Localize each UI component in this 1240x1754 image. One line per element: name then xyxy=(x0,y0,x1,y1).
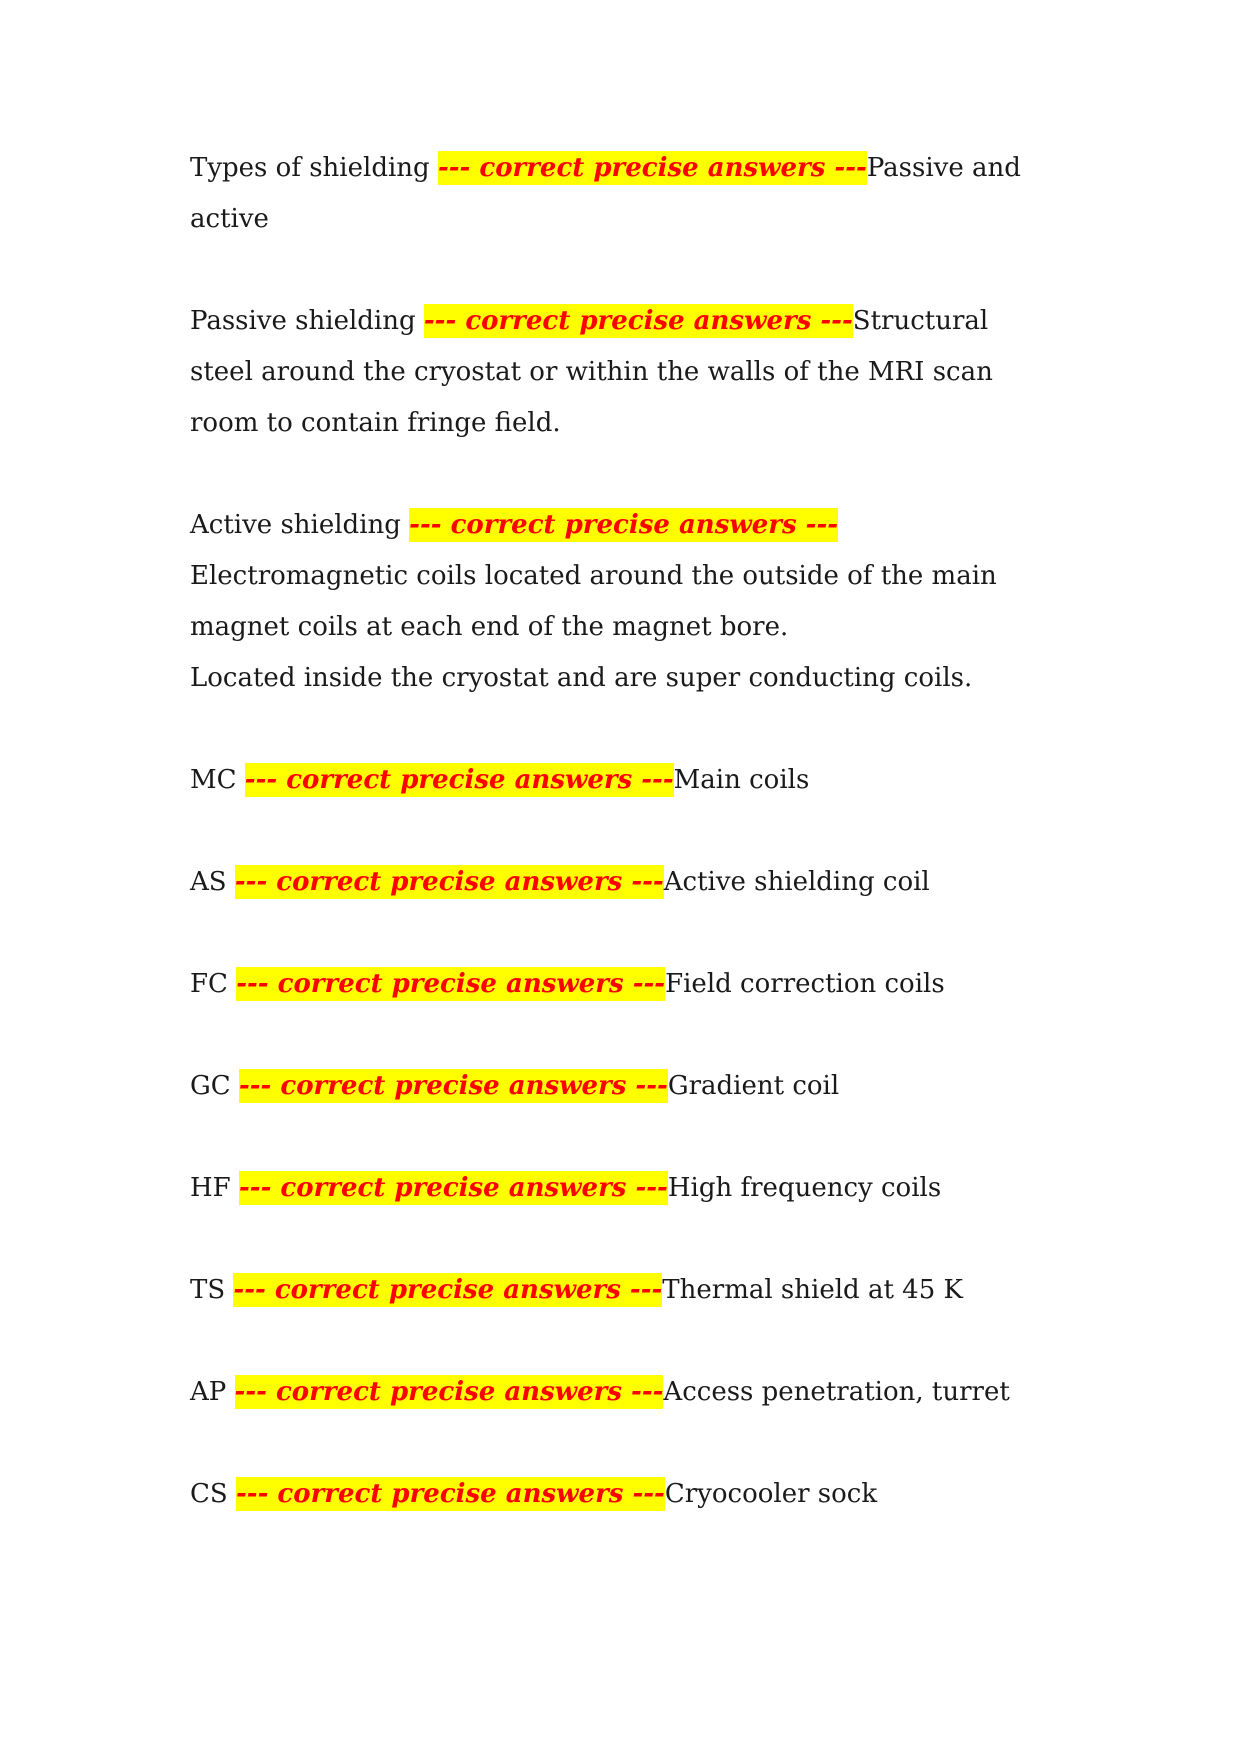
qa-entry xyxy=(190,1061,1050,1112)
qa-text xyxy=(190,1061,1050,1112)
qa-text xyxy=(190,755,1050,806)
answer-separator: --- correct precise answers --- xyxy=(235,1479,665,1509)
answer: Passive and active xyxy=(190,153,1021,234)
document-page xyxy=(190,143,1050,1571)
term: AS xyxy=(190,867,235,897)
qa-text xyxy=(190,857,1050,908)
qa-entry xyxy=(190,143,1050,245)
answer: Electromagnetic coils located around the outside of the main magnet coils at each end of the magnet bore. xyxy=(190,561,997,642)
term: AP xyxy=(190,1377,235,1407)
answer-separator: --- correct precise answers --- xyxy=(238,1173,668,1203)
term: Active shielding xyxy=(190,510,410,540)
qa-entry xyxy=(190,1163,1050,1214)
answer-separator: --- correct precise answers --- xyxy=(238,1071,668,1101)
answer: Main coils xyxy=(673,765,810,795)
qa-entry xyxy=(190,1469,1050,1520)
term: CS xyxy=(190,1479,236,1509)
answer: Gradient coil xyxy=(667,1071,840,1101)
answer: Thermal shield at 45 K xyxy=(662,1275,963,1305)
answer-separator: --- correct precise answers --- xyxy=(233,1275,663,1305)
qa-entry xyxy=(190,959,1050,1010)
term: MC xyxy=(190,765,245,795)
answer-separator: --- correct precise answers --- xyxy=(409,510,839,540)
qa-text xyxy=(190,143,1050,245)
qa-text xyxy=(190,1265,1050,1316)
answer: Cryocooler sock xyxy=(664,1479,878,1509)
qa-entry xyxy=(190,1367,1050,1418)
qa-entry xyxy=(190,755,1050,806)
qa-entry xyxy=(190,1265,1050,1316)
answer: Field correction coils xyxy=(665,969,945,999)
qa-entry xyxy=(190,296,1050,449)
qa-extra-line: Located inside the cryostat and are super conducting coils. xyxy=(190,663,973,693)
qa-text xyxy=(190,296,1050,449)
term: TS xyxy=(190,1275,234,1305)
answer-separator: --- correct precise answers --- xyxy=(244,765,674,795)
term: FC xyxy=(190,969,237,999)
answer: Access penetration, turret xyxy=(663,1377,1010,1407)
answer-separator: --- correct precise answers --- xyxy=(437,153,867,183)
answer-separator: --- correct precise answers --- xyxy=(234,1377,664,1407)
answer-separator: --- correct precise answers --- xyxy=(423,306,853,336)
term: Types of shielding xyxy=(190,153,438,183)
term: HF xyxy=(190,1173,239,1203)
term: GC xyxy=(190,1071,239,1101)
qa-entry xyxy=(190,857,1050,908)
answer-separator: --- correct precise answers --- xyxy=(234,867,664,897)
term: Passive shielding xyxy=(190,306,424,336)
qa-entry xyxy=(190,500,1050,704)
qa-text xyxy=(190,1367,1050,1418)
answer: High frequency coils xyxy=(667,1173,942,1203)
answer: Active shielding coil xyxy=(663,867,930,897)
qa-text xyxy=(190,500,1050,653)
qa-text xyxy=(190,1163,1050,1214)
answer: Structural steel around the cryostat or within the walls of the MRI scan room to contain fringe field. xyxy=(190,306,993,438)
answer-separator: --- correct precise answers --- xyxy=(236,969,666,999)
qa-text xyxy=(190,959,1050,1010)
qa-text xyxy=(190,1469,1050,1520)
